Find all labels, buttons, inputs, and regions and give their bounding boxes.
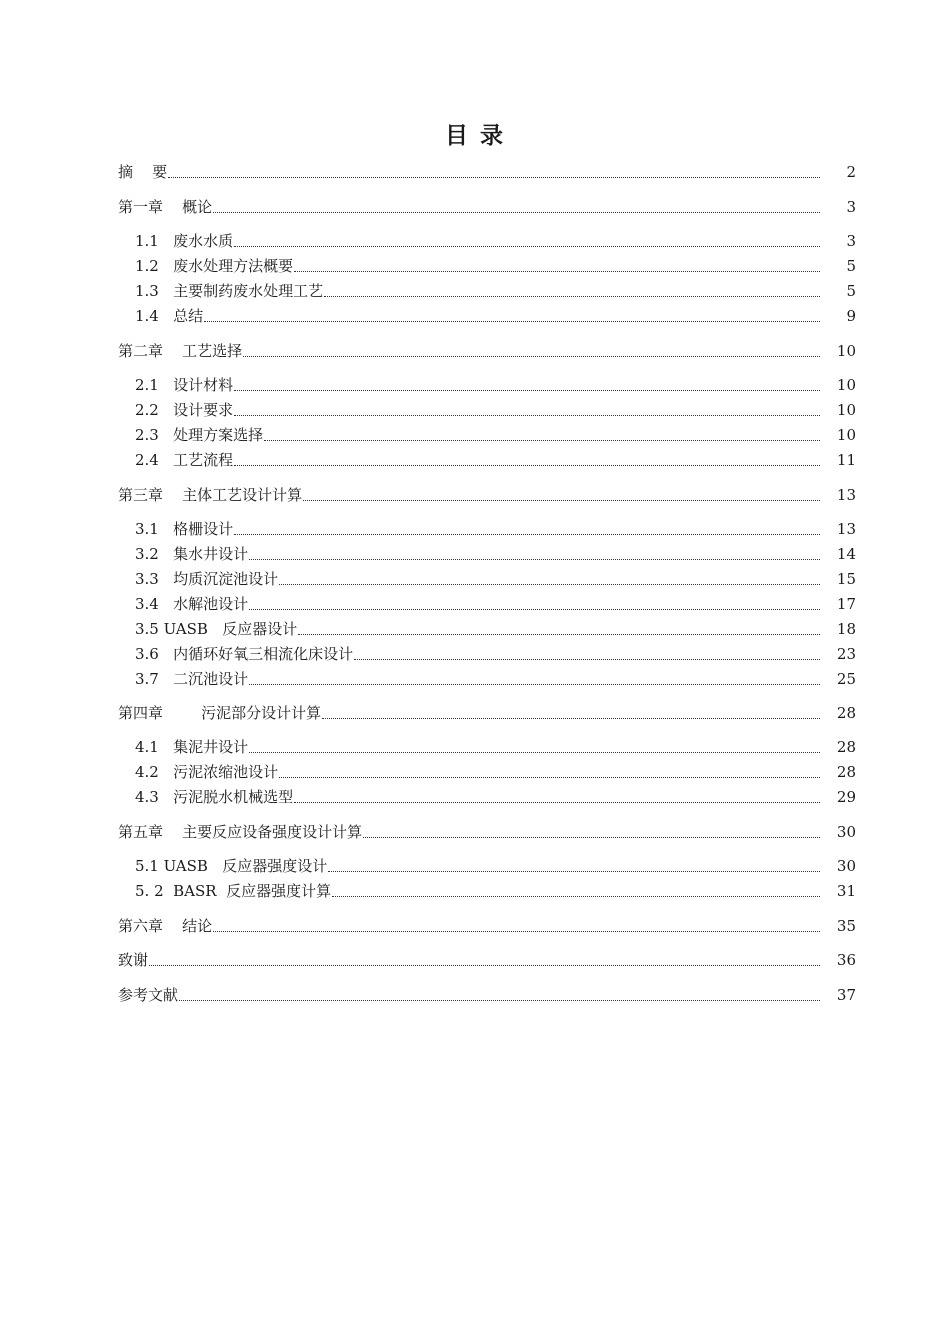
toc-dot-leader: [234, 534, 820, 535]
toc-entry-label: 第一章 概论: [118, 198, 213, 216]
toc-entry-label: 3.4 水解池设计: [135, 595, 249, 613]
toc-entry[interactable]: [135, 785, 856, 807]
toc-entry-page-number: 5: [846, 257, 856, 275]
toc-entry-label: 1.2 废水处理方法概要: [135, 257, 294, 275]
toc-dot-leader: [298, 634, 820, 635]
toc-entry-page-number: 25: [836, 670, 856, 688]
toc-entry[interactable]: [135, 760, 856, 782]
toc-entry[interactable]: [135, 567, 856, 589]
toc-entry[interactable]: [118, 701, 856, 723]
toc-entry-label: 第五章 主要反应设备强度设计计算: [118, 823, 363, 841]
toc-entry-page-number: 13: [836, 486, 856, 504]
toc-entry[interactable]: [118, 160, 856, 182]
toc-entry-label: 1.4 总结: [135, 307, 204, 325]
toc-entry-label: 2.1 设计材料: [135, 376, 234, 394]
toc-entry-label: 3.6 内循环好氧三相流化床设计: [135, 645, 354, 663]
toc-entry-page-number: 11: [836, 451, 856, 469]
toc-entry[interactable]: [135, 517, 856, 539]
toc-entry-label: 3.7 二沉池设计: [135, 670, 249, 688]
toc-dot-leader: [234, 415, 820, 416]
toc-entry[interactable]: [135, 592, 856, 614]
toc-entry-label: 3.1 格栅设计: [135, 520, 234, 538]
toc-dot-leader: [234, 246, 820, 247]
toc-entry[interactable]: [135, 254, 856, 276]
toc-entry[interactable]: [118, 820, 856, 842]
toc-dot-leader: [264, 440, 820, 441]
toc-entry-page-number: 13: [836, 520, 856, 538]
toc-dot-leader: [303, 500, 820, 501]
toc-entry[interactable]: [118, 914, 856, 936]
toc-entry[interactable]: [135, 398, 856, 420]
toc-entry-page-number: 10: [836, 401, 856, 419]
toc-entry-page-number: 37: [836, 986, 856, 1004]
toc-entry[interactable]: [135, 542, 856, 564]
toc-entry-page-number: 30: [836, 857, 856, 875]
toc-dot-leader: [324, 296, 820, 297]
toc-entry-label: 1.1 废水水质: [135, 232, 234, 250]
toc-entry-label: 3.5 UASB 反应器设计: [135, 620, 298, 638]
toc-entry-page-number: 5: [846, 282, 856, 300]
toc-entry-label: 3.2 集水井设计: [135, 545, 249, 563]
toc-entry-label: 5. 2 BASR 反应器强度计算: [135, 882, 332, 900]
toc-dot-leader: [279, 584, 820, 585]
toc-entry[interactable]: [135, 642, 856, 664]
toc-dot-leader: [249, 684, 820, 685]
toc-dot-leader: [149, 965, 820, 966]
toc-entry[interactable]: [135, 423, 856, 445]
toc-entry-label: 4.2 污泥浓缩池设计: [135, 763, 279, 781]
toc-entry-label: 2.3 处理方案选择: [135, 426, 264, 444]
toc-entry[interactable]: [118, 983, 856, 1005]
toc-entry-page-number: 29: [836, 788, 856, 806]
toc-entry-label: 第六章 结论: [118, 917, 213, 935]
toc-entry[interactable]: [135, 854, 856, 876]
toc-entry-page-number: 28: [836, 763, 856, 781]
toc-entry-label: 4.3 污泥脱水机械选型: [135, 788, 294, 806]
toc-dot-leader: [234, 390, 820, 391]
toc-entry[interactable]: [118, 483, 856, 505]
toc-entry-page-number: 23: [836, 645, 856, 663]
toc-entry-page-number: 3: [846, 198, 856, 216]
toc-entry-label: 参考文献: [118, 986, 179, 1004]
toc-entry[interactable]: [135, 735, 856, 757]
toc-entry-page-number: 10: [836, 426, 856, 444]
toc-entry-page-number: 10: [836, 342, 856, 360]
toc-dot-leader: [213, 931, 820, 932]
toc-dot-leader: [363, 837, 820, 838]
toc-dot-leader: [322, 718, 820, 719]
toc-dot-leader: [249, 559, 820, 560]
toc-entry[interactable]: [135, 879, 856, 901]
toc-entry-page-number: 10: [836, 376, 856, 394]
toc-dot-leader: [294, 802, 820, 803]
toc-entry-page-number: 35: [836, 917, 856, 935]
toc-dot-leader: [179, 1000, 820, 1001]
toc-dot-leader: [204, 321, 820, 322]
toc-entry[interactable]: [135, 229, 856, 251]
toc-entry-page-number: 3: [846, 232, 856, 250]
toc-entry[interactable]: [118, 195, 856, 217]
toc-dot-leader: [332, 896, 820, 897]
toc-entry-page-number: 31: [836, 882, 856, 900]
toc-entry-page-number: 9: [846, 307, 856, 325]
toc-dot-leader: [249, 752, 820, 753]
toc-entry-label: 2.4 工艺流程: [135, 451, 234, 469]
toc-entry-page-number: 17: [836, 595, 856, 613]
toc-entry-label: 1.3 主要制药废水处理工艺: [135, 282, 324, 300]
toc-entry-label: 第二章 工艺选择: [118, 342, 243, 360]
toc-entry[interactable]: [135, 373, 856, 395]
toc-dot-leader: [294, 271, 820, 272]
toc-entry-label: 第三章 主体工艺设计计算: [118, 486, 303, 504]
toc-entry-page-number: 18: [836, 620, 856, 638]
toc-entry-label: 2.2 设计要求: [135, 401, 234, 419]
toc-entry-page-number: 28: [836, 738, 856, 756]
toc-entry-page-number: 36: [836, 951, 856, 969]
toc-dot-leader: [243, 356, 820, 357]
toc-entry-page-number: 14: [836, 545, 856, 563]
toc-dot-leader: [279, 777, 820, 778]
toc-dot-leader: [168, 177, 820, 178]
toc-dot-leader: [234, 465, 820, 466]
toc-entry-label: 第四章 污泥部分设计计算: [118, 704, 322, 722]
toc-entry-label: 摘 要: [118, 163, 168, 181]
toc-entry[interactable]: [118, 948, 856, 970]
toc-entry-label: 5.1 UASB 反应器强度设计: [135, 857, 328, 875]
toc-dot-leader: [328, 871, 820, 872]
page-title: 目 录: [444, 122, 505, 149]
toc-entry-label: 3.3 均质沉淀池设计: [135, 570, 279, 588]
toc-entry[interactable]: [135, 279, 856, 301]
toc-entry-page-number: 15: [836, 570, 856, 588]
toc-entry[interactable]: [135, 667, 856, 689]
toc-entry[interactable]: [135, 304, 856, 326]
toc-dot-leader: [354, 659, 820, 660]
toc-entry[interactable]: [135, 448, 856, 470]
toc-dot-leader: [249, 609, 820, 610]
toc-dot-leader: [213, 212, 820, 213]
toc-entry-label: 4.1 集泥井设计: [135, 738, 249, 756]
toc-entry-page-number: 2: [846, 163, 856, 181]
toc-entry[interactable]: [118, 339, 856, 361]
toc-entry-label: 致谢: [118, 951, 149, 969]
toc-entry[interactable]: [135, 617, 856, 639]
toc-entry-page-number: 28: [836, 704, 856, 722]
toc-entry-page-number: 30: [836, 823, 856, 841]
